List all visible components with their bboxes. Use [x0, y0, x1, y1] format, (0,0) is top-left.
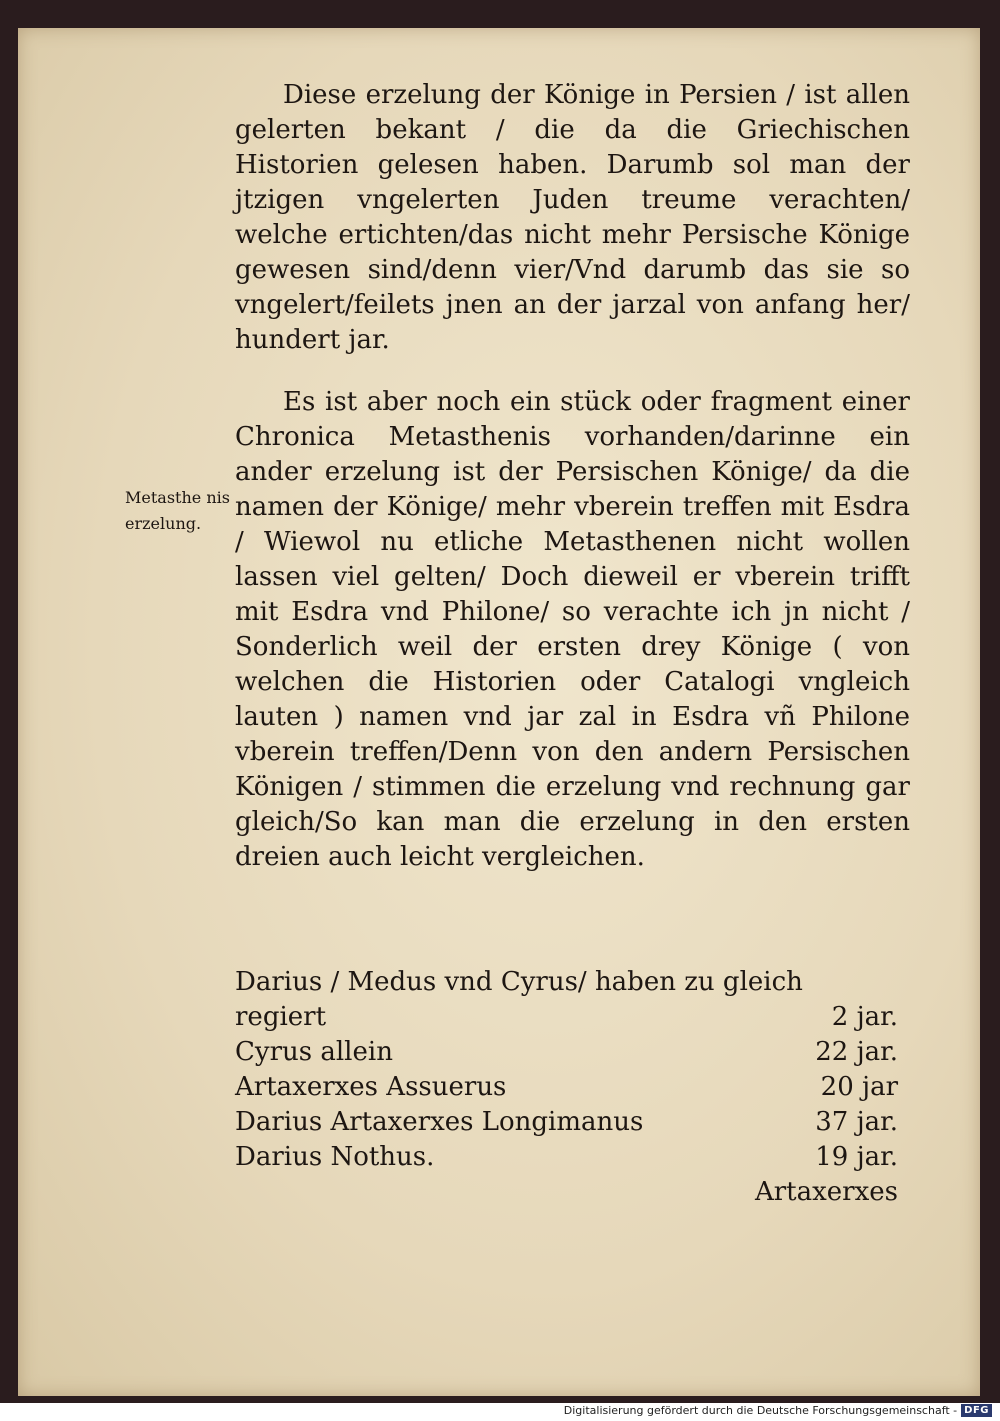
footer-credit: Digitalisierung gefördert durch die Deutsche Forschungsgemeinschaft -: [563, 1403, 958, 1417]
paragraph-2: Es ist aber noch ein stück oder fragment einer Chronica Metasthenis vorhanden/darinne ein ander erzelung ist der Persischen Könige/ da die namen der Könige/ mehr vberein treffen mit Esdra / Wiewol nu etliche Metasthenen nicht wollen lassen viel gelten/ Doch dieweil er vberein trifft mit Esdra vnd Philone/ so verachte ich jn nicht / Sonderlich weil der ersten drey Könige ( von welchen die Historien oder Catalogi vngleich lauten ) namen vnd jar zal in Esdra vñ Philone vberein treffen/Denn von den andern Persischen Königen / stimmen die erzelung vnd rechnung gar gleich/So kan man die erzelung in den ersten dreien auch leicht vergleichen.: [235, 387, 910, 872]
dfg-logo-icon: DFG: [961, 1404, 992, 1417]
footer: [564, 1401, 992, 1419]
catchword: Artaxerxes: [754, 1177, 898, 1207]
list-item-name: Cyrus allein: [235, 1037, 393, 1067]
list-item-amount: 19 jar.: [815, 1142, 898, 1172]
list-item: [235, 1000, 910, 1035]
kings-list: [235, 965, 910, 1210]
list-item-name: regiert: [235, 1002, 327, 1032]
list-item-amount: 22 jar.: [815, 1037, 898, 1067]
list-item: [235, 1140, 910, 1175]
paragraph-1: Diese erzelung der Könige in Persien / ist allen gelerten bekant / die da die Griechischen Historien gelesen haben. Darumb sol man der jtzigen vngelerten Juden treume verachten/ welche ertichten/das nicht mehr Persische Könige gewesen sind/denn vier/Vnd darumb das sie so vngelert/feilets jnen an der jarzal von anfang her/ hundert jar.: [235, 80, 910, 355]
margin-note: Metasthe nis erzelung.: [125, 488, 230, 533]
list-item-name: Artaxerxes Assuerus: [235, 1072, 507, 1102]
list-item-amount: 37 jar.: [815, 1107, 898, 1137]
list-item-amount: 2 jar.: [831, 1002, 898, 1032]
list-item: [235, 1035, 910, 1070]
list-heading: Darius / Medus vnd Cyrus/ haben zu gleich: [235, 967, 803, 997]
list-item-name: Darius Nothus.: [235, 1142, 435, 1172]
list-item-name: Darius Artaxerxes Longimanus: [235, 1107, 644, 1137]
body-text: [235, 78, 910, 875]
list-item: [235, 1070, 910, 1105]
list-item: [235, 1105, 910, 1140]
list-item-amount: 20 jar: [820, 1072, 898, 1102]
